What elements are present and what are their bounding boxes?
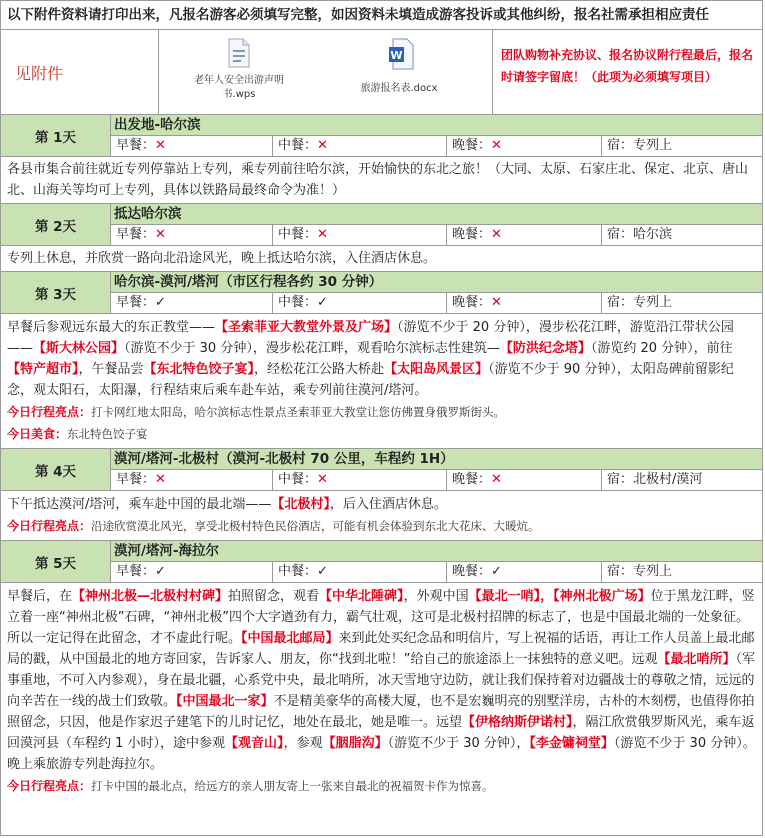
desc-text: ，经松花江公路大桥赴 [254,362,385,377]
day-description [1,491,762,541]
day-header [1,204,762,246]
attachment-row [1,30,762,115]
desc-text: 拍照留念，观看 [228,589,320,604]
dinner-value: ✕ [491,295,502,310]
day-label: 第 1天 [1,115,111,156]
highlight-text: 打卡网红地太阳岛，哈尔滨标志性景点圣索菲亚大教堂让您仿佛置身俄罗斯街头。 [91,405,506,419]
desc-text: 早餐后，在 [7,589,73,604]
day-route: 哈尔滨-漠河/塔河（市区行程各约 30 分钟） [111,272,762,293]
attraction-name: 【伊格纳斯伊诺村】 [462,715,573,730]
lunch-label: 中餐： [278,295,318,310]
dinner-label: 晚餐： [452,295,492,310]
attraction-name: 【中华北陲碑】 [319,589,404,604]
attachment-file-docx[interactable] [319,30,479,114]
breakfast-label: 早餐： [116,295,156,310]
attachment-file-wps[interactable] [159,30,319,114]
attachment-files [159,30,493,114]
attraction-name: 【神州北极—北极村村碑】 [72,589,229,604]
stay-label: 宿： [607,564,634,579]
food-text: 东北特色饺子宴 [67,427,148,441]
desc-text: ，外观中国 [403,589,469,604]
day-header [1,272,762,314]
desc-text: 不是精美豪华的高楼大厦，也不是宏巍明亮的别墅洋房，古朴的木刻楞，也值得你拍照留念，只因，他是作家迟子建笔下的儿时记忆，地处在最北，她是唯一。远望 [7,694,755,730]
day-label: 第 2天 [1,204,111,245]
lunch-value: ✓ [317,564,328,579]
stay-value: 专列上 [633,564,673,579]
day-description: 各县市集合前往就近专列停靠站上专列，乘专列前往哈尔滨，开始愉快的东北之旅！（大同、太原、石家庄北、保定、北京、唐山北、山海关等均可上专列，具体以铁路局最终命令为准！） [1,157,762,204]
desc-text: （游览不少于 90 分钟），太阳岛碑前留影纪念，观太阳石，太阳瀑，行程结束后乘车赴车站，乘专列前往漠河/塔河。 [7,362,734,398]
lunch-label: 中餐： [278,564,318,579]
attraction-name: 【胭脂沟】 [322,736,388,751]
desc-text: ，隔江欣赏俄罗斯风光，乘车返回漠河县（车程约 1 小时），途中参观 [7,715,755,751]
day-header [1,449,762,491]
dinner-value: ✓ [491,564,502,579]
meal-row [111,293,762,313]
meal-row [111,562,762,582]
highlight-label: 今日行程亮点： [7,405,92,419]
desc-text: ，午餐品尝 [78,362,144,377]
day-route: 抵达哈尔滨 [111,204,762,225]
word-doc-icon [388,38,410,68]
desc-text: ，后入住酒店休息。 [329,497,447,512]
attraction-name: 【防洪纪念塔】 [499,341,591,356]
svg-text:W: W [390,49,403,62]
highlight-label: 今日行程亮点： [7,519,92,533]
dinner-value: ✕ [491,472,502,487]
lunch-value: ✕ [317,472,328,487]
lunch-value: ✕ [317,138,328,153]
dinner-value: ✕ [491,138,502,153]
dinner-label: 晚餐： [452,472,492,487]
attraction-name: 【中国最北一家】 [176,694,274,709]
dinner-label: 晚餐： [452,138,492,153]
wps-doc-icon [228,38,250,68]
day-route: 出发地-哈尔滨 [111,115,762,136]
desc-text: 早餐后参观远东最大的东正教堂—— [7,320,216,335]
desc-text: （军事重地，不可入内参观），身在最北疆，心系党中央，最北哨所，冰天雪地守边防，就让我们保持着对边疆战士的尊敬之情，远远的向辛苦在一线的战士们致敬。 [7,652,756,709]
stay-value: 北极村/漠河 [633,472,703,487]
attraction-name: 【北极村】 [271,497,330,512]
breakfast-value: ✓ [155,295,166,310]
attraction-name: 【观音山】 [225,736,284,751]
breakfast-label: 早餐： [116,227,156,242]
highlight-label: 今日行程亮点： [7,779,92,793]
desc-text: 位于黑龙江畔，竖立着一座“神州北极”石碑，“神州北极”四个大字遒劲有力，霸气壮观，这可是北极村招牌的标志了，也是中国最北端的一处象征。所以一定记得在此留念，才不虚此行呢。 [7,589,755,646]
attraction-name: 【最北哨所】 [657,652,736,667]
day-header [1,115,762,157]
meal-row [111,225,762,245]
stay-label: 宿： [607,227,634,242]
breakfast-value: ✕ [155,472,166,487]
meal-row [111,136,762,156]
desc-text: ，参观 [283,736,323,751]
day-header [1,541,762,583]
desc-text: （游览约 20 分钟），前往 [590,341,733,356]
attraction-name: 【李金镛祠堂】 [529,736,614,751]
highlight-text: 打卡中国的最北点，给远方的亲人朋友寄上一张来自最北的祝福贺卡作为惊喜。 [91,779,494,793]
lunch-value: ✓ [317,295,328,310]
dinner-label: 晚餐： [452,227,492,242]
highlight-text: 沿途欣赏漠北风光，享受北极村特色民俗酒店，可能有机会体验到东北大花床、大暖炕。 [91,519,540,533]
attachment-file-name: 旅游报名表.docx [360,83,438,94]
attraction-name: 【中国最北邮局】 [241,631,339,646]
day-route: 漠河/塔河-北极村（漠河-北极村 70 公里，车程约 1H） [111,449,762,470]
breakfast-label: 早餐： [116,564,156,579]
stay-value: 专列上 [633,295,673,310]
day-description: 专列上休息，并欣赏一路向北沿途风光，晚上抵达哈尔滨，入住酒店休息。 [1,246,762,272]
attachment-file-name: 老年人安全出游声明书.wps [194,75,284,100]
breakfast-value: ✕ [155,227,166,242]
day-label: 第 5天 [1,541,111,582]
attraction-name: 【圣索菲亚大教堂外景及广场】 [215,320,398,335]
day-description [1,314,762,449]
desc-text: （游览不少于 30 分钟），漫步松花江畔，观看哈尔滨标志性建筑— [124,341,500,356]
breakfast-value: ✕ [155,138,166,153]
attraction-name: 【最北一哨】，【神州北极广场】 [468,589,651,604]
stay-label: 宿： [607,472,634,487]
attachment-label: 见附件 [1,30,159,114]
desc-text: （游览不少于 20 分钟），漫步松花江畔，游览沿江带状公园—— [7,320,734,356]
stay-value: 专列上 [633,138,673,153]
attachment-note: 团队购物补充协议、报名协议附行程最后，报名时请签字留底！（此项为必须填写项目） [501,48,754,84]
meal-row [111,470,762,490]
day-label: 第 4天 [1,449,111,490]
stay-label: 宿： [607,138,634,153]
day-label: 第 3天 [1,272,111,313]
breakfast-value: ✓ [155,564,166,579]
day-description [1,583,762,800]
stay-label: 宿： [607,295,634,310]
lunch-label: 中餐： [278,227,318,242]
dinner-value: ✕ [491,227,502,242]
attraction-name: 【东北特色饺子宴】 [143,362,255,377]
breakfast-label: 早餐： [116,472,156,487]
desc-text: 下午抵达漠河/塔河，乘车赴中国的最北端—— [7,497,272,512]
breakfast-label: 早餐： [116,138,156,153]
desc-text: （游览不少于 30 分钟）。晚上乘旅游专列赴海拉尔。 [7,736,756,772]
lunch-label: 中餐： [278,138,318,153]
desc-text: 来到此处买纪念品和明信片，写上祝福的话语，再让工作人员盖上最北邮局的戳，从中国最北的地方寄回家，告诉家人、朋友，你“找到北啦！”给自己的旅途添上一抹独特的意义吧。远观 [7,631,755,667]
food-label: 今日美食： [7,427,68,441]
attraction-name: 【特产超市】 [7,362,79,377]
stay-value: 哈尔滨 [633,227,673,242]
dinner-label: 晚餐： [452,564,492,579]
attraction-name: 【太阳岛风景区】 [384,362,489,377]
lunch-label: 中餐： [278,472,318,487]
attraction-name: 【斯大林公园】 [33,341,125,356]
lunch-value: ✕ [317,227,328,242]
notice-banner: 以下附件资料请打印出来，凡报名游客必须填写完整，如因资料未填造成游客投诉或其他纠纷，报名社需承担相应责任 [1,1,762,30]
day-route: 漠河/塔河-海拉尔 [111,541,762,562]
desc-text: （游览不少于 30 分钟）， [387,736,530,751]
